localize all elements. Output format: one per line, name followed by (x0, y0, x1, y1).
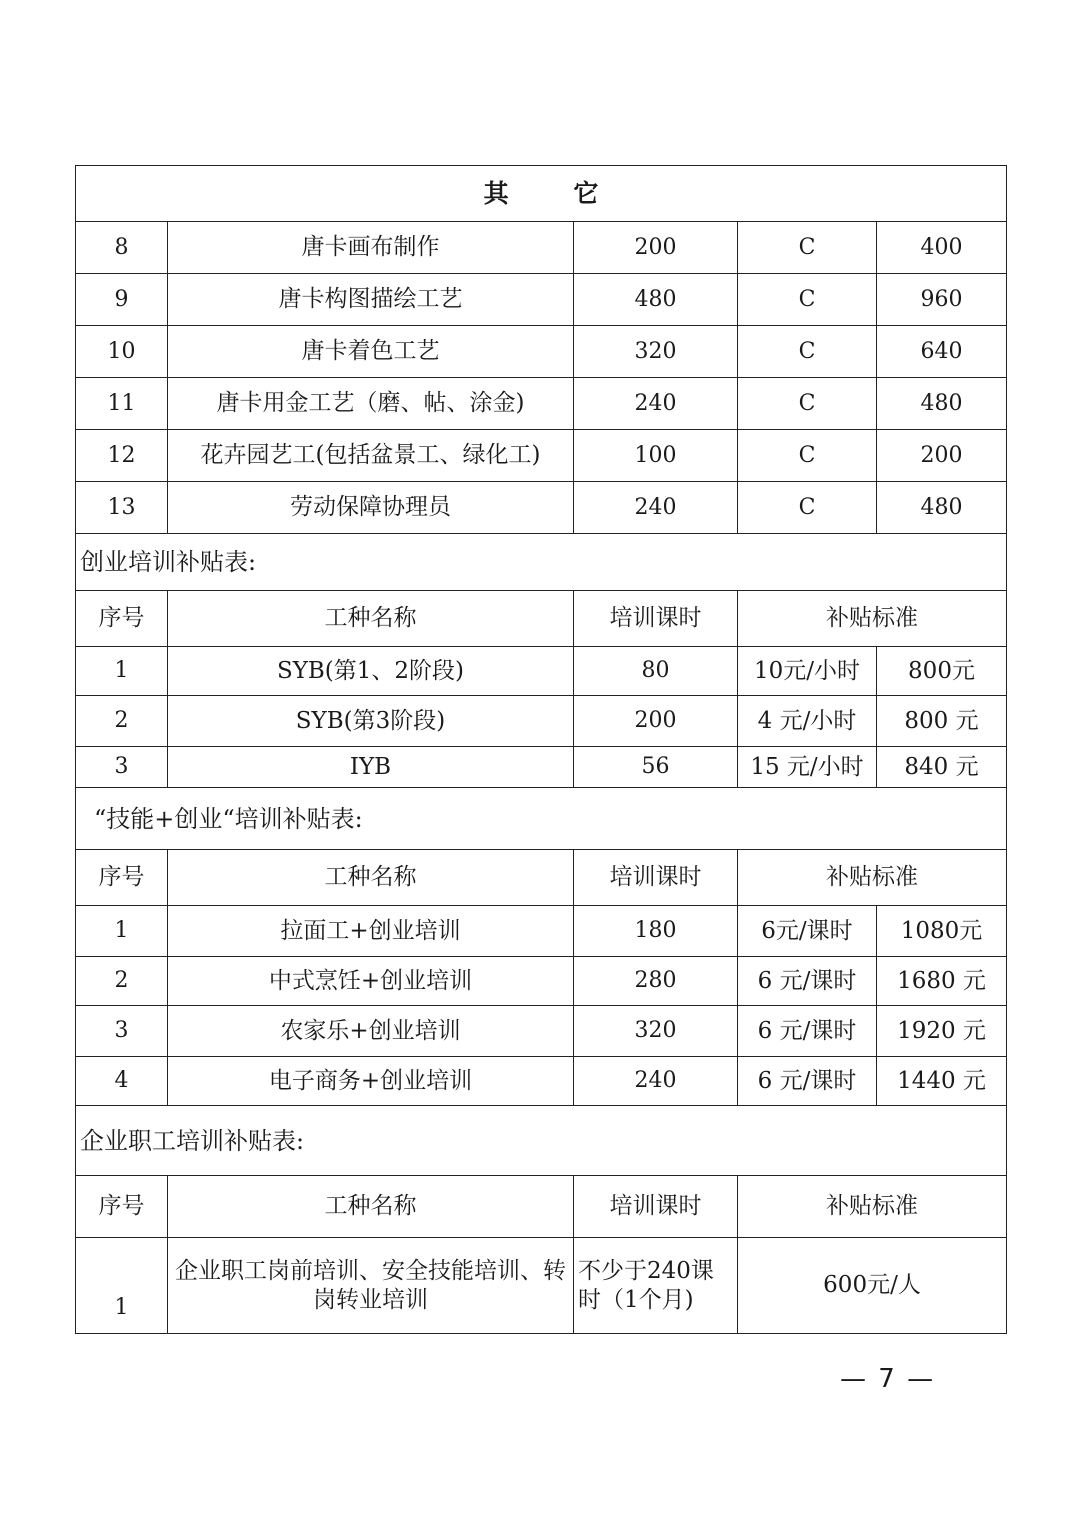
level: C (738, 274, 877, 326)
section-title-row (76, 166, 1007, 222)
subsidy-rate: 6 元/课时 (738, 957, 877, 1006)
training-hours: 56 (574, 747, 738, 788)
header-no: 序号 (76, 850, 168, 906)
subsidy-total: 800 元 (877, 696, 1007, 747)
header-name: 工种名称 (168, 1176, 574, 1238)
row-number: 2 (76, 696, 168, 747)
level: C (738, 430, 877, 482)
caption-row (76, 1106, 1007, 1176)
trade-name: 唐卡构图描绘工艺 (168, 274, 574, 326)
row-number: 12 (76, 430, 168, 482)
row-number: 8 (76, 222, 168, 274)
table-row (76, 274, 1007, 326)
trade-name: 唐卡用金工艺（磨、帖、涂金) (168, 378, 574, 430)
level: C (738, 222, 877, 274)
row-number: 13 (76, 482, 168, 534)
header-row (76, 850, 1007, 906)
row-number: 4 (76, 1057, 168, 1106)
row-number: 11 (76, 378, 168, 430)
training-hours: 200 (574, 696, 738, 747)
subsidy-rate: 6元/课时 (738, 906, 877, 957)
level: C (738, 482, 877, 534)
header-subsidy: 补贴标准 (738, 850, 1007, 906)
subsidy-total: 1080元 (877, 906, 1007, 957)
row-number: 1 (76, 906, 168, 957)
training-hours: 240 (574, 1057, 738, 1106)
trade-name: 花卉园艺工(包括盆景工、绿化工) (168, 430, 574, 482)
table-row (76, 482, 1007, 534)
training-hours: 320 (574, 326, 738, 378)
trade-name: 企业职工岗前培训、安全技能培训、转岗转业培训 (168, 1238, 574, 1334)
training-hours: 320 (574, 1006, 738, 1057)
training-hours: 80 (574, 647, 738, 696)
trade-name: IYB (168, 747, 574, 788)
subsidy-total: 1680 元 (877, 957, 1007, 1006)
skill-startup-table-caption: “技能+创业“培训补贴表: (76, 788, 1007, 850)
row-number: 1 (76, 1238, 168, 1334)
training-hours: 200 (574, 222, 738, 274)
training-hours: 240 (574, 378, 738, 430)
header-row (76, 1176, 1007, 1238)
row-number: 10 (76, 326, 168, 378)
table-row (76, 906, 1007, 957)
row-number: 3 (76, 1006, 168, 1057)
subsidy-total: 1920 元 (877, 1006, 1007, 1057)
subsidy-rate: 6 元/课时 (738, 1057, 877, 1106)
level: C (738, 326, 877, 378)
header-hours: 培训课时 (574, 850, 738, 906)
subsidy-rate: 4 元/小时 (738, 696, 877, 747)
subsidy-amount: 480 (877, 482, 1007, 534)
level: C (738, 378, 877, 430)
training-hours: 100 (574, 430, 738, 482)
table-row (76, 647, 1007, 696)
row-number: 1 (76, 647, 168, 696)
table-row (76, 747, 1007, 788)
subsidy-table (75, 165, 1007, 1334)
row-number: 2 (76, 957, 168, 1006)
header-subsidy: 补贴标准 (738, 1176, 1007, 1238)
row-number: 3 (76, 747, 168, 788)
training-hours: 不少于240课时（1个月) (574, 1238, 738, 1334)
subsidy-rate: 6 元/课时 (738, 1006, 877, 1057)
caption-row (76, 534, 1007, 591)
subsidy-rate: 10元/小时 (738, 647, 877, 696)
table-row (76, 1006, 1007, 1057)
header-hours: 培训课时 (574, 1176, 738, 1238)
trade-name: 中式烹饪+创业培训 (168, 957, 574, 1006)
subsidy-amount: 200 (877, 430, 1007, 482)
table-row (76, 378, 1007, 430)
training-hours: 480 (574, 274, 738, 326)
header-name: 工种名称 (168, 591, 574, 647)
subsidy-rate: 15 元/小时 (738, 747, 877, 788)
section-title: 其 它 (76, 166, 1007, 222)
header-subsidy: 补贴标准 (738, 591, 1007, 647)
table-row (76, 1057, 1007, 1106)
trade-name: 唐卡画布制作 (168, 222, 574, 274)
trade-name: 拉面工+创业培训 (168, 906, 574, 957)
subsidy-amount: 640 (877, 326, 1007, 378)
subsidy-amount: 480 (877, 378, 1007, 430)
subsidy-total: 1440 元 (877, 1057, 1007, 1106)
subsidy-standard: 600元/人 (738, 1238, 1007, 1334)
header-no: 序号 (76, 1176, 168, 1238)
enterprise-table-caption: 企业职工培训补贴表: (76, 1106, 1007, 1176)
header-no: 序号 (76, 591, 168, 647)
table-row (76, 430, 1007, 482)
training-hours: 240 (574, 482, 738, 534)
caption-row (76, 788, 1007, 850)
table-row (76, 957, 1007, 1006)
row-number: 9 (76, 274, 168, 326)
table-row (76, 696, 1007, 747)
trade-name: 劳动保障协理员 (168, 482, 574, 534)
header-name: 工种名称 (168, 850, 574, 906)
subsidy-amount: 960 (877, 274, 1007, 326)
trade-name: SYB(第3阶段) (168, 696, 574, 747)
training-hours: 180 (574, 906, 738, 957)
table-row (76, 222, 1007, 274)
trade-name: 唐卡着色工艺 (168, 326, 574, 378)
subsidy-amount: 400 (877, 222, 1007, 274)
startup-table-caption: 创业培训补贴表: (76, 534, 1007, 591)
training-hours: 280 (574, 957, 738, 1006)
trade-name: SYB(第1、2阶段) (168, 647, 574, 696)
header-row (76, 591, 1007, 647)
trade-name: 电子商务+创业培训 (168, 1057, 574, 1106)
subsidy-total: 800元 (877, 647, 1007, 696)
page-number: — 7 — (840, 1364, 936, 1394)
table-row (76, 326, 1007, 378)
header-hours: 培训课时 (574, 591, 738, 647)
trade-name: 农家乐+创业培训 (168, 1006, 574, 1057)
table-row (76, 1238, 1007, 1334)
subsidy-total: 840 元 (877, 747, 1007, 788)
